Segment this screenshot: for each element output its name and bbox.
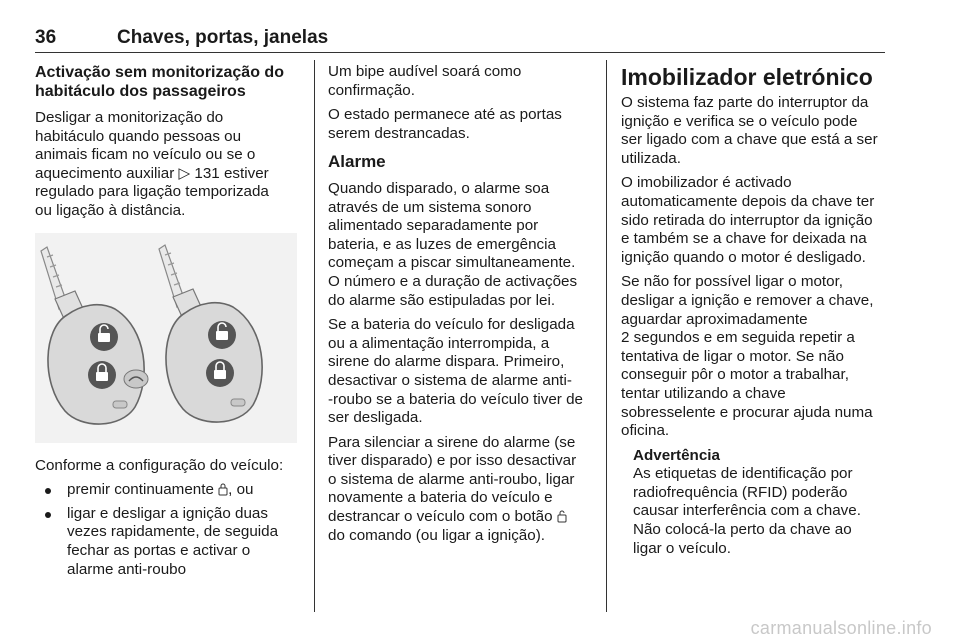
page-header (35, 26, 885, 53)
column-1 (35, 63, 307, 584)
paragraph-alarm-triggered: Quando disparado, o alarme soa através de um sistema sonoro alimentado separadamente por bateria, e as luzes de emergência começam a piscar simultaneamente. O número e a duração de activações do alarme são estipuladas por lei. (328, 179, 578, 309)
column-2 (328, 63, 600, 551)
paragraph-silence-siren: Para silenciar a sirene do alarme (se tiver disparado) e por isso desactivar o sistema de alarme anti-roubo, ligar novamente a bateria do veículo e destrancar o veículo com o botão do comando (ou ligar a ignição). (328, 433, 577, 544)
remote-keys-illustration (35, 233, 297, 443)
paragraph-disable-monitoring: Desligar a monitorização do habitáculo quando pessoas ou animais ficam no veículo ou se o aquecimento auxiliar ▷ 131 estiver regulado para ligação temporizada ou ligação à distância. (35, 109, 269, 219)
list-item: premir continuamente , ou (35, 481, 307, 500)
section-heading-immobiliser: Imobilizador eletrónico (621, 64, 873, 90)
paragraph-configuration: Conforme a configuração do veículo: (35, 456, 284, 474)
chapter-title: Chaves, portas, janelas (117, 27, 329, 48)
remote-keys-image (35, 233, 297, 443)
paragraph-beep: Um bipe audível soará como confirmação. (328, 63, 522, 99)
warning-title: Advertência (633, 446, 720, 464)
list-item: ligar e desligar a ignição duas vezes rapidamente, de seguida fechar as portas e activar o alarme anti-roubo (35, 505, 307, 579)
paragraph-system: O sistema faz parte do interruptor da ignição e verifica se o veículo pode ser ligado com a chave que está a ser utilizada. (621, 94, 878, 167)
column-divider-1 (314, 60, 315, 612)
column-divider-2 (606, 60, 607, 612)
warning-note: Advertência As etiquetas de identificação por radiofrequência (RFID) poderão causar interferência com a chave. Não colocá-la perto da chave ao ligar o veículo. (621, 447, 891, 559)
paragraph-state: O estado permanece até as portas serem destrancadas. (328, 106, 562, 142)
watermark: carmanualsonline.info (750, 618, 932, 638)
cross-reference: aquecimento auxiliar ▷ 131 estiver (35, 164, 269, 182)
unlock-button-icon (557, 509, 567, 523)
bullet-list (35, 481, 307, 579)
column-3 (621, 63, 891, 558)
page-number: 36 (35, 27, 57, 48)
lock-button-icon (218, 482, 228, 496)
section-heading-activation: Activação sem monitorização do habitáculo dos passageiros (35, 64, 284, 100)
paragraph-activation: O imobilizador é activado automaticamente depois da chave ter sido retirada do interruptor da ignição e também se a chave for deixada na ignição quando o motor é desligado. (621, 174, 875, 266)
paragraph-troubleshoot: Se não for possível ligar o motor, desligar a ignição e remover a chave, aguardar aproximadamente 2 segundos e em seguida repetir a tentativa de ligar o motor. Se não conseguir pôr o motor a trabalhar, tentar utilizando a chave sobresselente e procurar ajuda numa oficina. (621, 273, 874, 440)
paragraph-battery: Se a bateria do veículo for desligada ou a alimentação interrompida, a sirene do alarme dispara. Primeiro, desactivar o sistema de alarme anti- -roubo se a bateria do veículo tiver de ser desligada. (328, 316, 583, 427)
section-heading-alarm: Alarme (328, 152, 386, 172)
